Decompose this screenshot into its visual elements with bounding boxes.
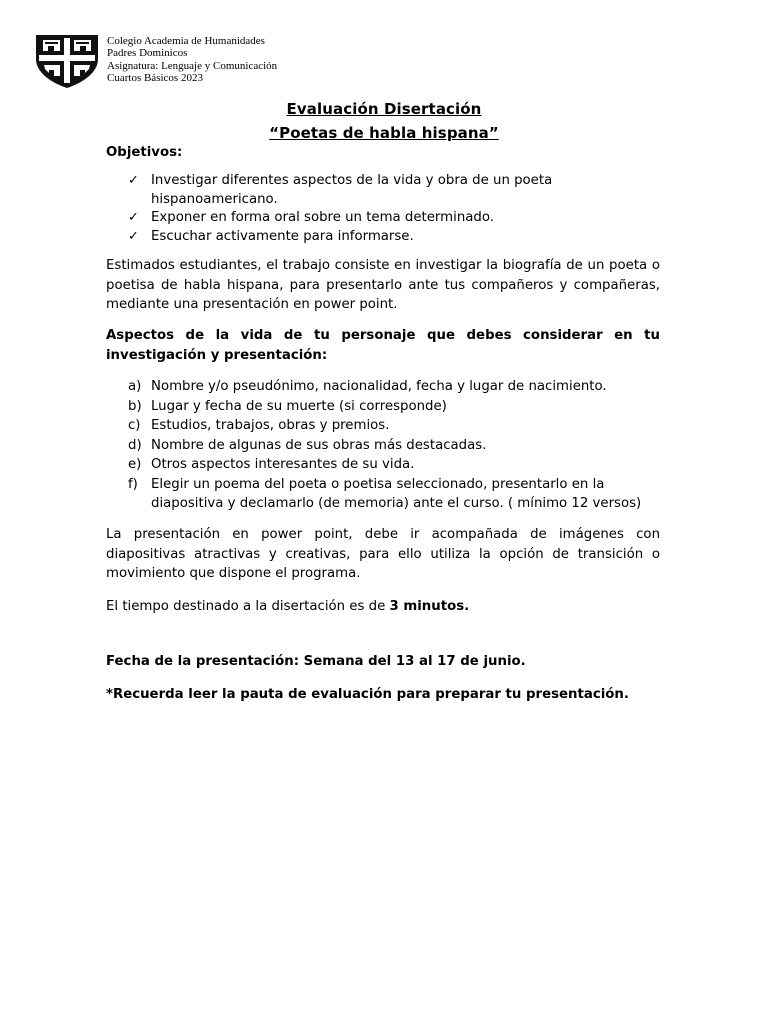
objectives-heading: Objetivos: xyxy=(106,145,183,160)
list-marker: a) xyxy=(128,379,142,394)
objective-text: Investigar diferentes aspectos de la vida y obra de un poeta hispanoamericano. xyxy=(151,173,553,207)
dominican-cross-shield-icon xyxy=(34,33,100,89)
list-item xyxy=(130,397,655,417)
list-item xyxy=(130,436,655,456)
intro-paragraph: Estimados estudiantes, el trabajo consiste en investigar la biografía de un poeta o poetisa de habla hispana, para presentarlo ante tus compañeros y compañeras, mediante una presentación en power point. xyxy=(106,258,660,313)
objectives-list xyxy=(130,172,650,246)
time-paragraph xyxy=(106,597,660,617)
objective-text: Escuchar activamente para informarse. xyxy=(151,228,414,244)
presentation-paragraph: La presentación en power point, debe ir acompañada de imágenes con diapositivas atractivas y creativas, para ello utiliza la opción de transición o movimiento que dispone el programa. xyxy=(106,527,660,582)
aspect-text: Elegir un poema del poeta o poetisa seleccionado, presentarlo en la diapositiva y declamarlo (de memoria) ante el curso. ( mínimo 12 versos) xyxy=(151,476,642,511)
school-course: Cuartos Básicos 2023 xyxy=(107,71,203,84)
checkmark-icon: ✓ xyxy=(128,228,139,244)
checkmark-icon: ✓ xyxy=(128,173,139,188)
list-marker: b) xyxy=(128,398,142,414)
list-item xyxy=(130,455,655,475)
presentation-date: Fecha de la presentación: Semana del 13 al 17 de junio. xyxy=(106,654,526,670)
reminder-note: *Recuerda leer la pauta de evaluación para preparar tu presentación. xyxy=(106,687,629,703)
list-marker: e) xyxy=(128,457,142,472)
list-item xyxy=(130,172,650,209)
list-marker: c) xyxy=(128,418,141,433)
aspect-text: Estudios, trabajos, obras y premios. xyxy=(151,418,390,433)
time-value: 3 minutos. xyxy=(389,599,470,614)
aspects-heading: Aspectos de la vida de tu personaje que debes considerar en tu investigación y presentación: xyxy=(106,328,660,363)
list-marker: d) xyxy=(128,437,142,453)
checkmark-icon: ✓ xyxy=(128,210,139,225)
school-order: Padres Dominicos xyxy=(107,47,188,60)
list-item xyxy=(130,416,655,436)
school-header xyxy=(107,35,277,84)
list-item xyxy=(130,228,650,247)
aspects-list xyxy=(130,377,655,514)
school-subject: Asignatura: Lenguaje y Comunicación xyxy=(107,59,278,72)
time-text: El tiempo destinado a la disertación es de xyxy=(106,599,390,614)
aspect-text: Nombre y/o pseudónimo, nacionalidad, fecha y lugar de nacimiento. xyxy=(151,379,607,394)
document-subtitle: “Poetas de habla hispana” xyxy=(269,124,499,142)
aspect-text: Nombre de algunas de sus obras más destacadas. xyxy=(151,437,487,453)
list-marker: f) xyxy=(128,476,138,492)
list-item xyxy=(130,209,650,228)
list-item xyxy=(130,475,655,514)
aspect-text: Lugar y fecha de su muerte (si corresponde) xyxy=(151,398,447,414)
aspect-text: Otros aspectos interesantes de su vida. xyxy=(151,457,415,472)
objective-text: Exponer en forma oral sobre un tema determinado. xyxy=(151,210,494,225)
document-title: Evaluación Disertación xyxy=(286,100,482,118)
school-name: Colegio Academia de Humanidades xyxy=(107,35,265,47)
list-item xyxy=(130,377,655,397)
